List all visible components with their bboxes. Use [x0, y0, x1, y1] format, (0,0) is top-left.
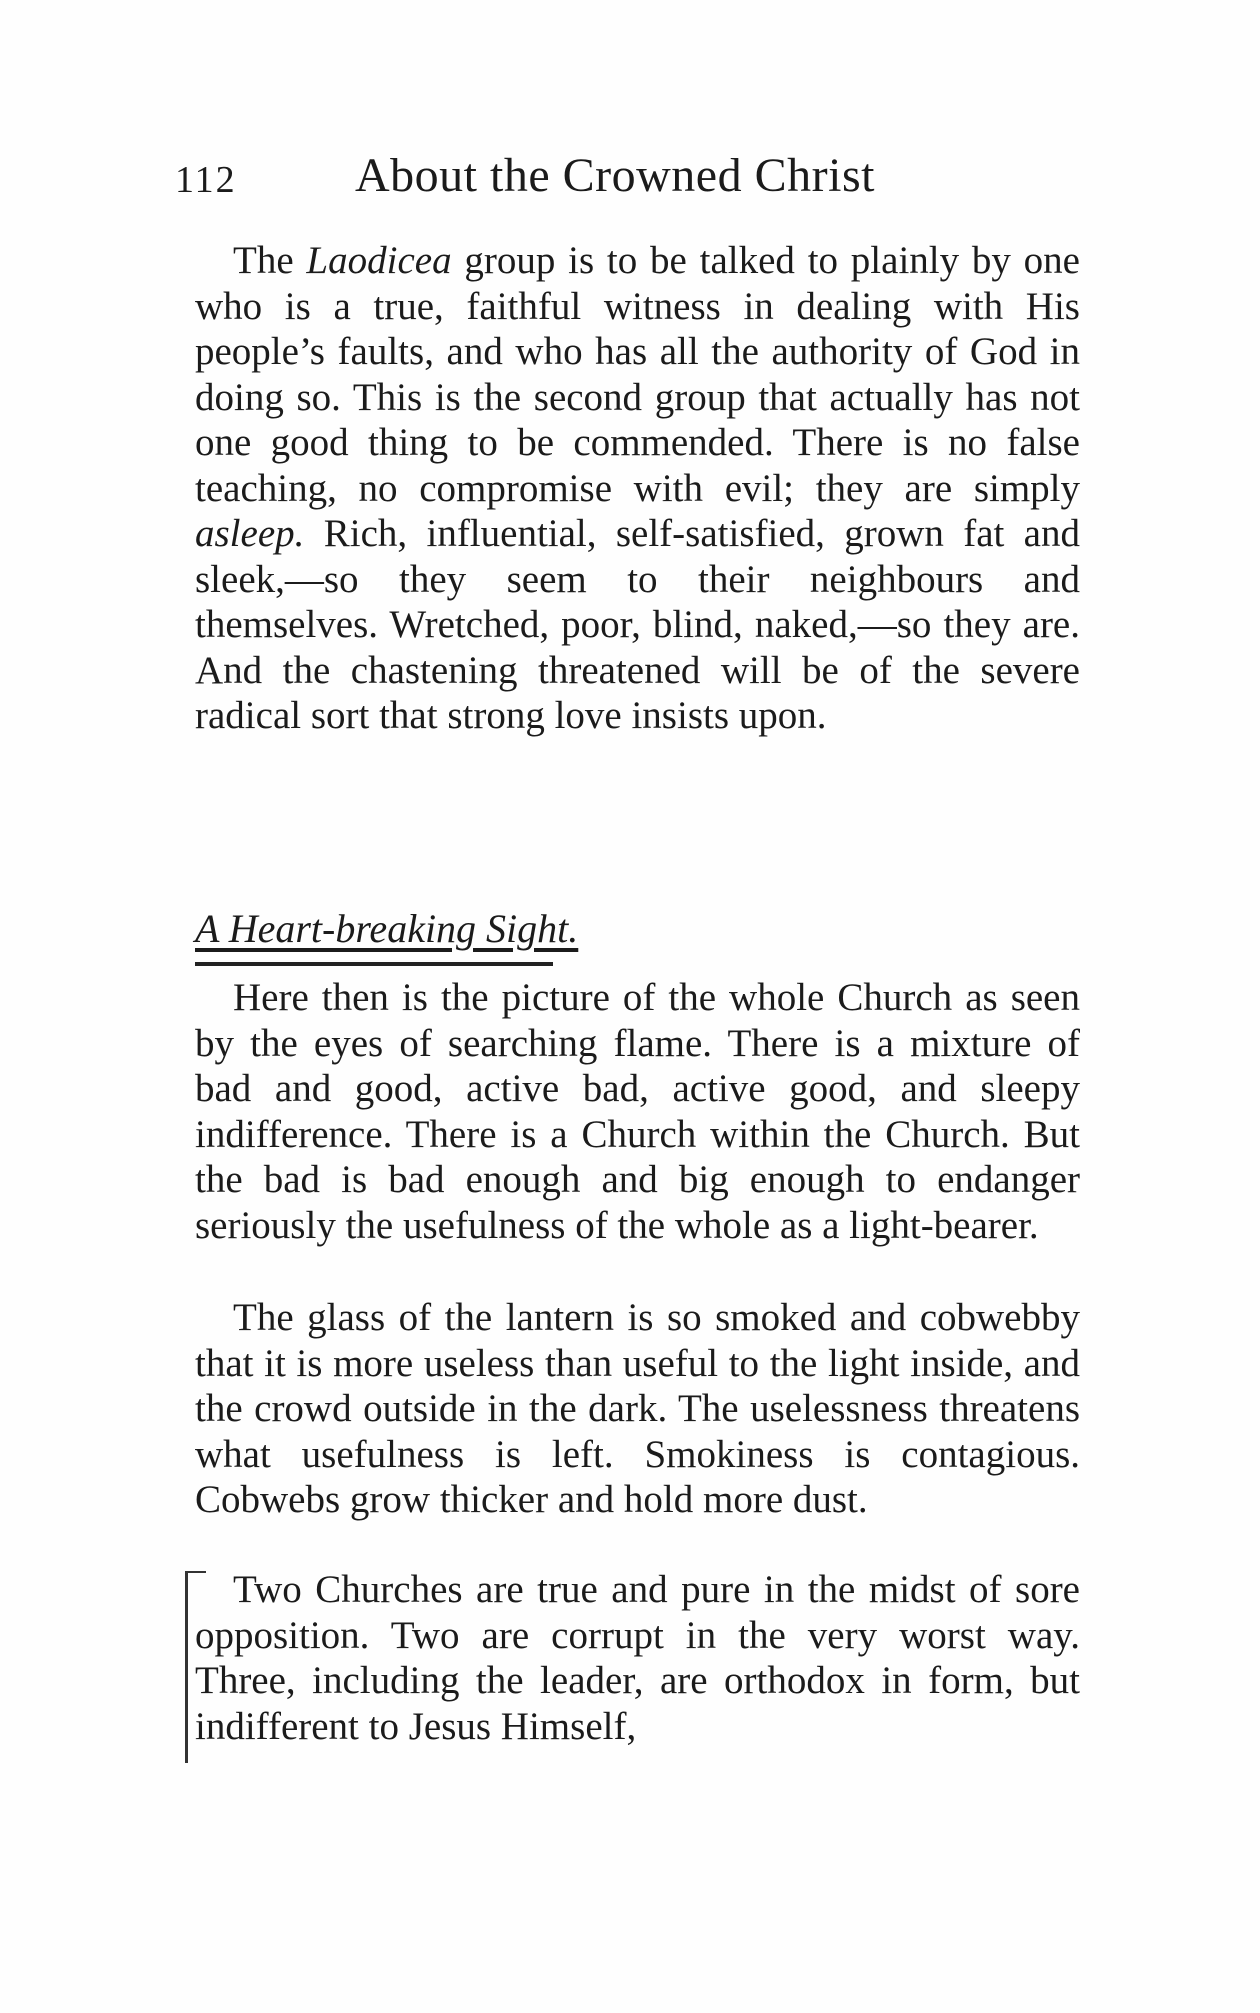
italic-laodicea: Laodicea — [306, 239, 452, 282]
paragraph-text: Here then is the picture of the whole Church as seen by the eyes of searching flame. There is a mixture of bad and good, active bad, active good, and sleepy indifference. There is a Church within the Church. But the bad is bad enough and big enough to endanger seriously the usefulness of the whole as a light-bearer. — [195, 976, 1080, 1247]
paragraph-two-churches — [195, 1567, 1080, 1749]
paragraph-text: The glass of the lantern is so smoked and cobwebby that it is more useless than useful to the light inside, and the crowd outside in the dark. The uselessness threatens what usefulness is left. Smokiness is contagious. Cobwebs grow thicker and hold more dust. — [195, 1296, 1080, 1521]
text-run: Rich, influential, self-satisfied, grown fat and sleek,—so they seem to their neighbours and themselves. Wretched, poor, blind, naked,—so they are. And the chastening threatened will be of the severe radical sort that strong love insists upon. — [195, 512, 1080, 737]
italic-asleep: asleep. — [195, 512, 305, 555]
subheading-rule — [195, 962, 553, 966]
section-subheading: A Heart-breaking Sight. — [195, 906, 579, 951]
page-number: 112 — [175, 159, 237, 201]
page-header — [175, 148, 1075, 208]
text-run: The — [233, 239, 307, 282]
paragraph-lantern — [195, 1295, 1080, 1523]
paragraph-whole-church — [195, 975, 1080, 1248]
paragraph-text: Two Churches are true and pure in the midst of sore opposition. Two are corrupt in the very worst way. Three, including the leader, are orthodox in form, but indifferent to Jesus Himself, — [195, 1568, 1080, 1748]
text-run: group is to be talked to plainly by one who is a true, faithful witness in dealing with His people’s faults, and who has all the authority of God in doing so. This is the second group that actually has not one good thing to be commended. There is no false teaching, no compromise with evil; they are simply — [195, 239, 1080, 510]
paragraph-text — [195, 238, 1080, 739]
running-title: About the Crowned Christ — [355, 149, 875, 202]
paragraph-laodicea — [195, 238, 1080, 739]
